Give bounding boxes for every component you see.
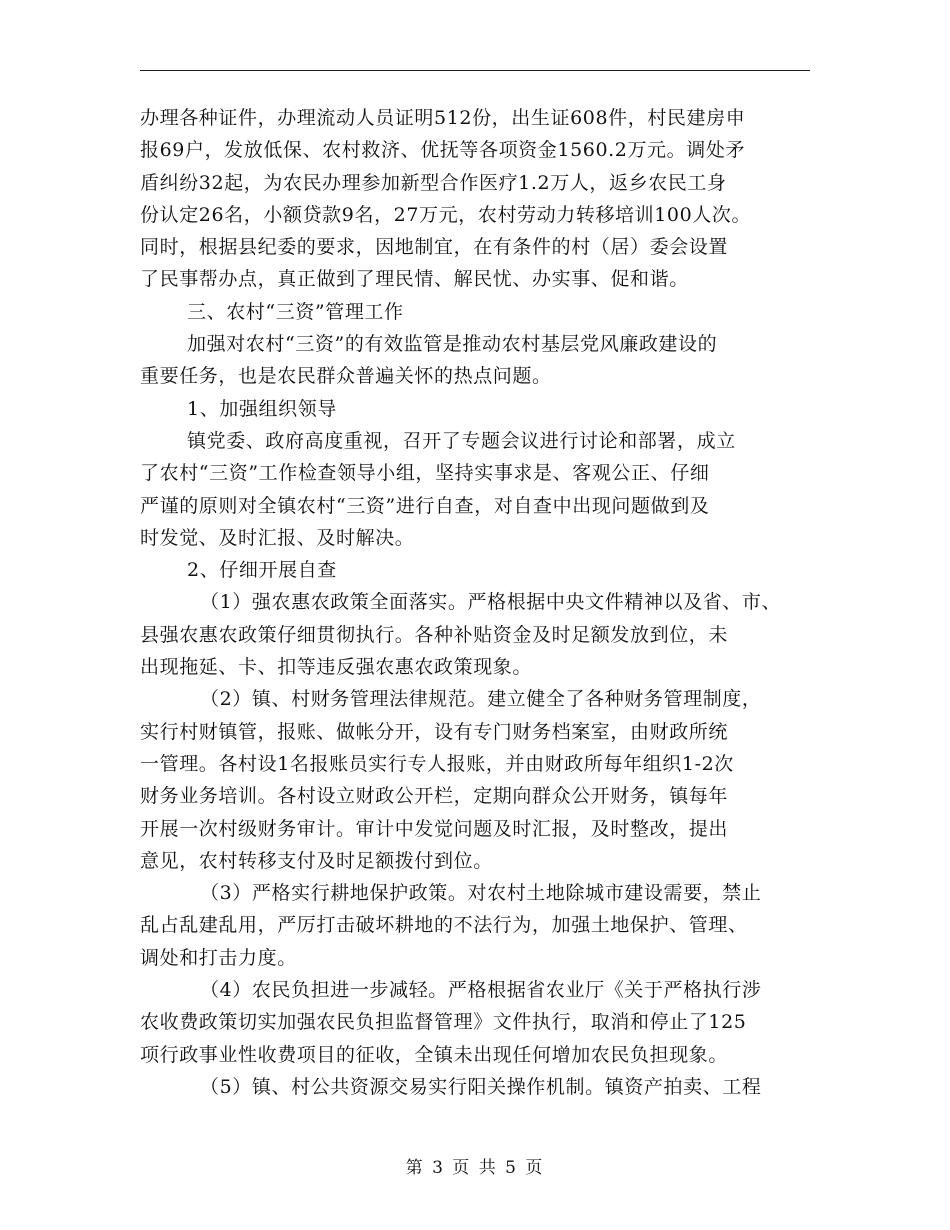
text-line: 同时，根据县纪委的要求，因地制宜，在有条件的村（居）委会设置 xyxy=(140,236,729,259)
text-line: 份认定26名，小额贷款9名，27万元，农村劳动力转移培训100人次。 xyxy=(140,203,752,226)
text-line: 镇党委、政府高度重视，召开了专题会议进行讨论和部署，成立 xyxy=(187,429,736,452)
text-line: 办理各种证件，办理流动人员证明512份，出生证608件，村民建房申 xyxy=(140,107,746,129)
subsection-heading: 2、仔细开展自查 xyxy=(187,559,337,582)
text-line: 项行政事业性收费项目的征收，全镇未出现任何增加农民负担现象。 xyxy=(140,1043,729,1066)
text-line: 重要任务，也是农民群众普遍关怀的热点问题。 xyxy=(140,365,552,388)
section-heading: 三、农村“三资”管理工作 xyxy=(187,300,404,323)
text-line: 一管理。各村设1名报账员实行专人报账，并由财政所每年组织1-2次 xyxy=(140,752,734,775)
body-text xyxy=(140,102,812,1103)
text-line: 开展一次村级财务审计。审计中发觉问题及时汇报，及时整改，提出 xyxy=(140,817,729,840)
text-line: 了农村“三资”工作检查领导小组，坚持实事求是、客观公正、仔细 xyxy=(140,462,710,485)
text-line: 意见，农村转移支付及时足额拨付到位。 xyxy=(140,849,493,872)
text-line: 盾纠纷32起，为农民办理参加新型合作医疗1.2万人，返乡农民工身 xyxy=(140,171,727,194)
text-line: （1）强农惠农政策全面落实。严格根据中央文件精神以及省、市、 xyxy=(200,591,782,614)
text-line: 严谨的原则对全镇农村“三资”进行自查，对自查中出现问题做到及 xyxy=(140,494,710,517)
text-line: 报69户，发放低保、农村救济、优抚等各项资金1560.2万元。调处矛 xyxy=(140,139,746,162)
text-line: 时发觉、及时汇报、及时解决。 xyxy=(140,526,415,549)
text-line: （4）农民负担进一步减轻。严格根据省农业厅《关于严格执行涉 xyxy=(200,979,762,1002)
text-line: 财务业务培训。各村设立财政公开栏，定期向群众公开财务，镇每年 xyxy=(140,785,729,808)
text-line: 实行村财镇管，报账、做帐分开，设有专门财务档案室，由财政所统 xyxy=(140,720,729,743)
text-line: （5）镇、村公共资源交易实行阳关操作机制。镇资产拍卖、工程 xyxy=(200,1075,762,1098)
text-line: 县强农惠农政策仔细贯彻执行。各种补贴资金及时足额发放到位，未 xyxy=(140,623,729,646)
text-line: 农收费政策切实加强农民负担监督管理》文件执行，取消和停止了125 xyxy=(140,1011,747,1034)
text-line: 了民事帮办点，真正做到了理民情、解民忧、办实事、促和谐。 xyxy=(140,268,689,291)
text-line: 出现拖延、卡、扣等违反强农惠农政策现象。 xyxy=(140,656,533,679)
subsection-heading: 1、加强组织领导 xyxy=(187,397,337,420)
page-footer: 第 3 页 共 5 页 xyxy=(405,1158,545,1178)
text-line: 加强对农村“三资”的有效监管是推动农村基层党风廉政建设的 xyxy=(187,333,718,356)
text-line: （2）镇、村财务管理法律规范。建立健全了各种财务管理制度， xyxy=(200,688,762,711)
text-line: 乱占乱建乱用，严厉打击破坏耕地的不法行为，加强土地保护、管理、 xyxy=(140,914,748,937)
header-rule xyxy=(140,70,810,71)
text-line: 调处和打击力度。 xyxy=(140,946,297,969)
text-line: （3）严格实行耕地保护政策。对农村土地除城市建设需要，禁止 xyxy=(200,882,762,905)
